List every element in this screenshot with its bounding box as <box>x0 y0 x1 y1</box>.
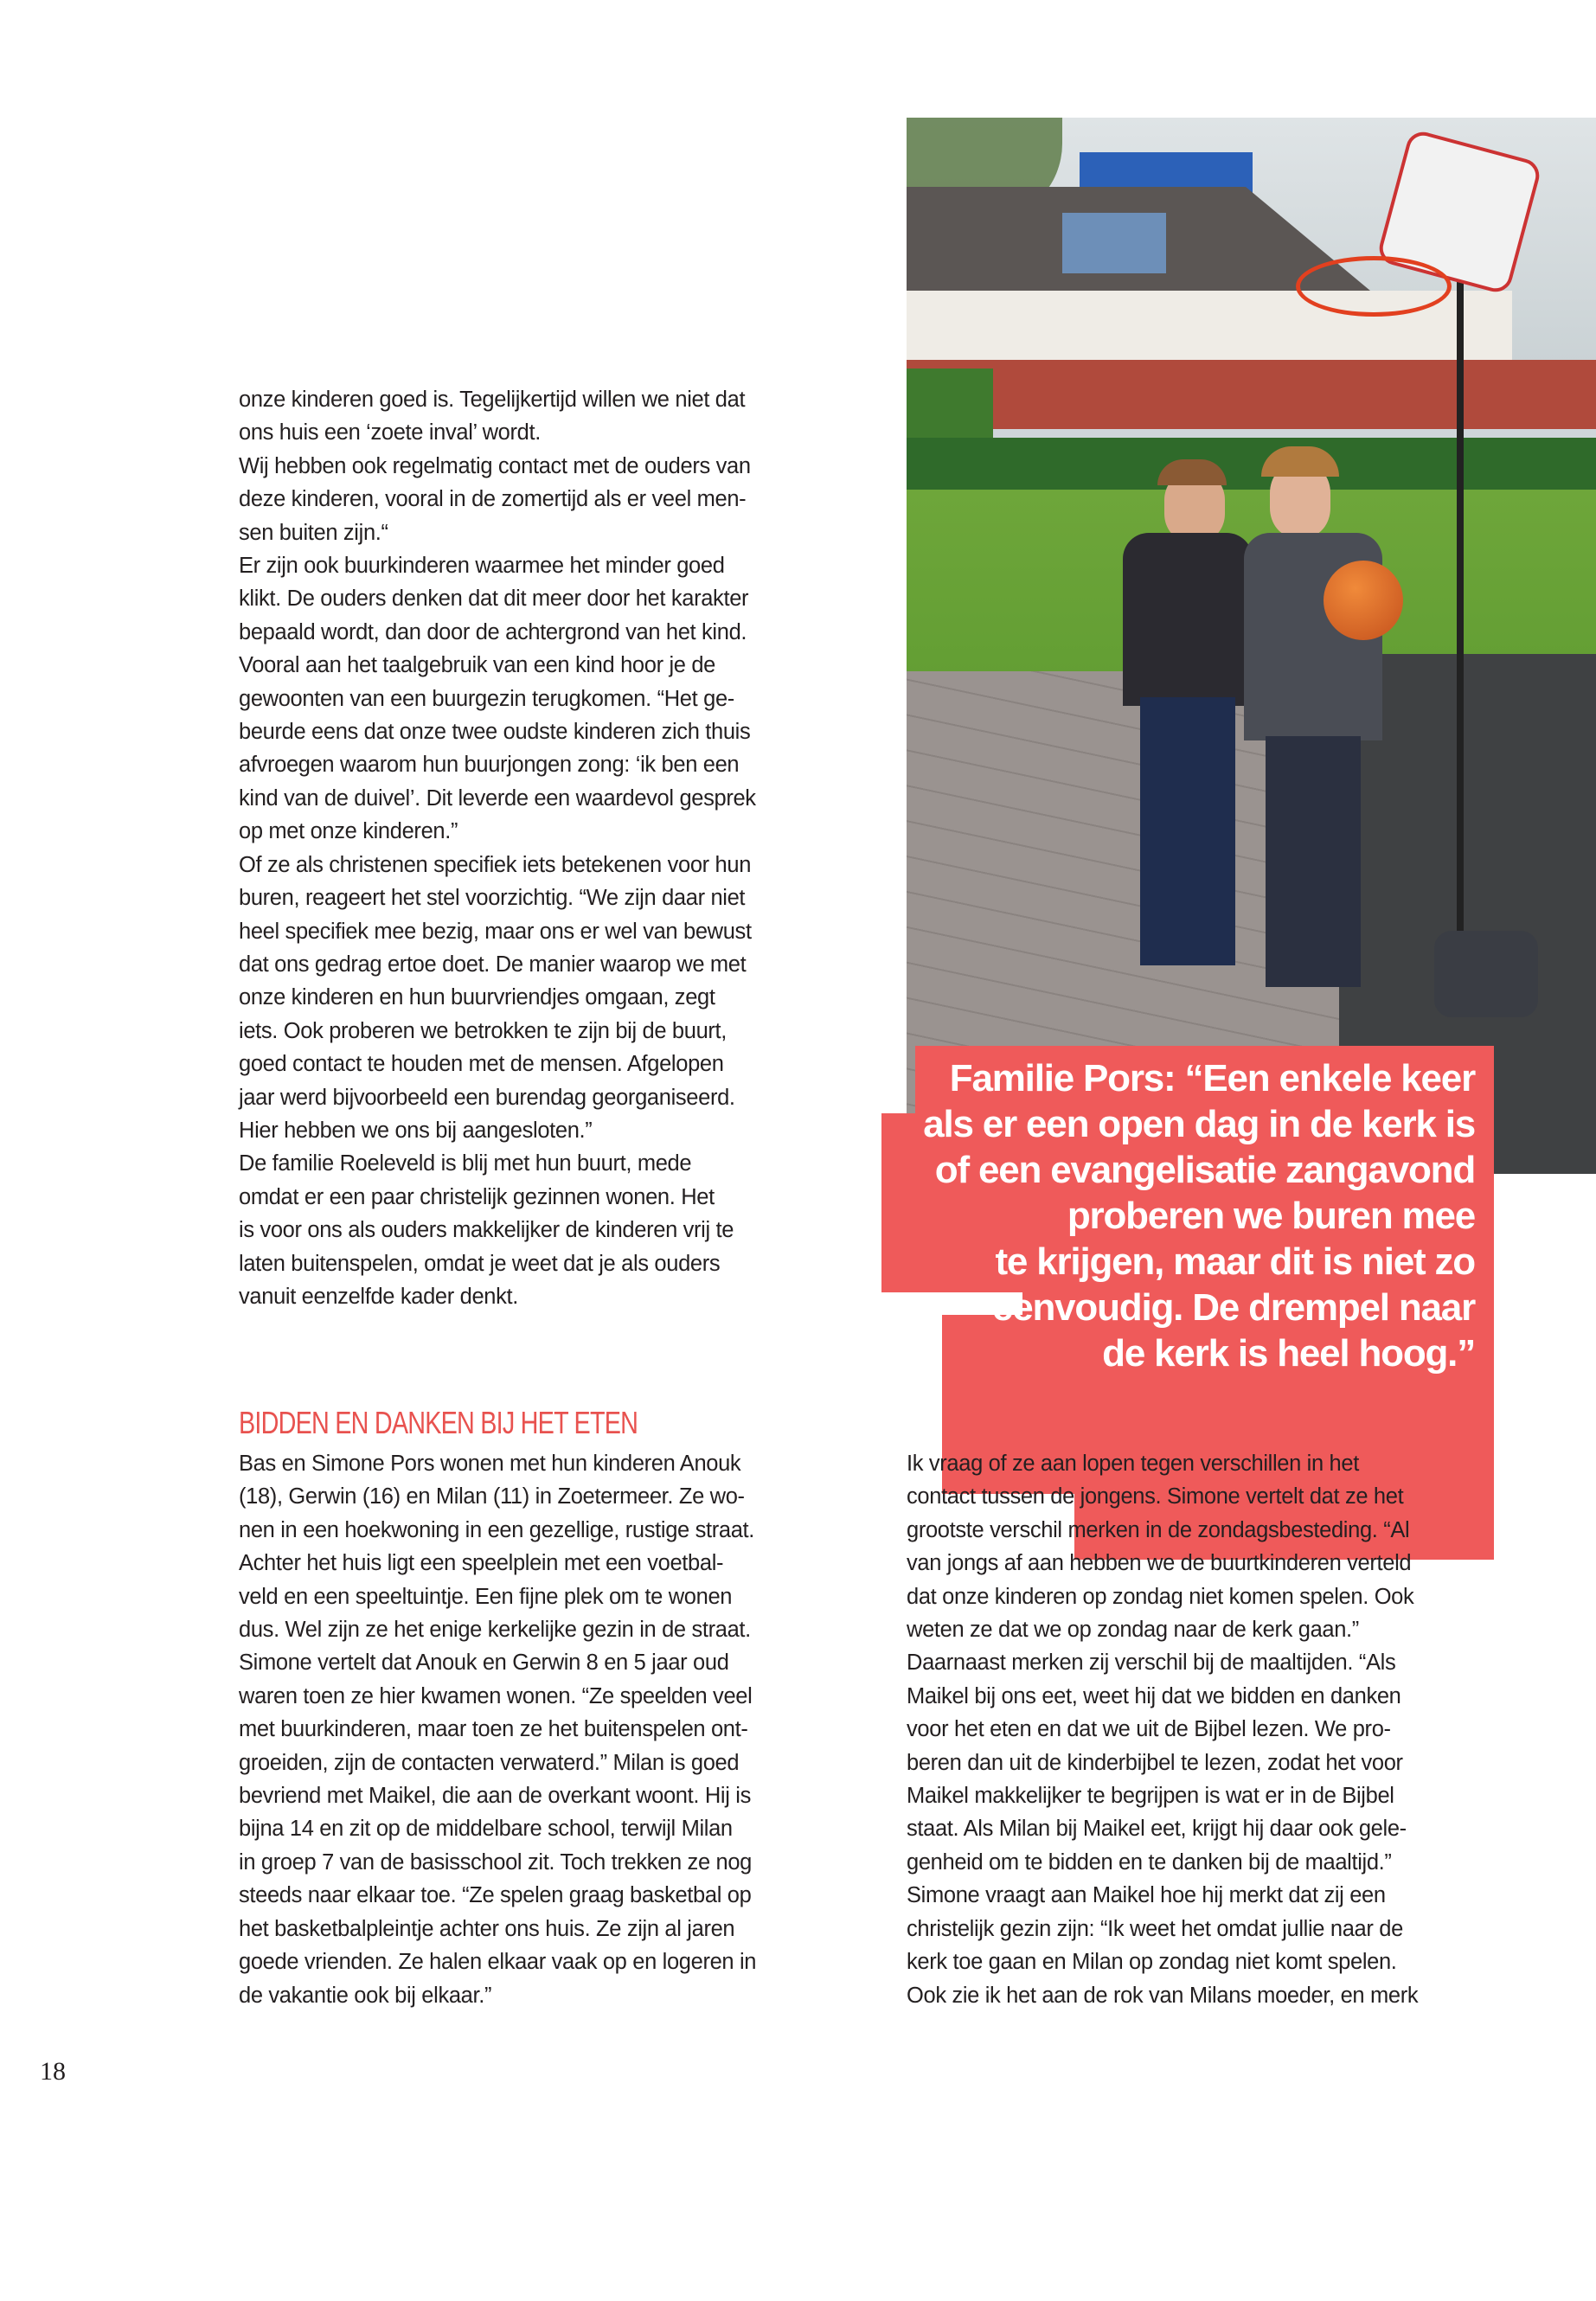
text-line: groeiden, zijn de contacten verwaterd.” Milan is goed <box>239 1750 740 1775</box>
text-line: is voor ons als ouders makkelijker de kinderen vrij te <box>239 1218 734 1243</box>
text-line: klikt. De ouders denken dat dit meer door het karakter <box>239 586 749 612</box>
text-line: in groep 7 van de basisschool zit. Toch trekken ze nog <box>239 1849 753 1875</box>
page-number: 18 <box>40 2057 66 2086</box>
quote-line: te krijgen, maar dit is niet zo <box>995 1240 1475 1283</box>
text-line: goede vrienden. Ze halen elkaar vaak op en logeren in <box>239 1950 757 1975</box>
text-line: Hier hebben we ons bij aangesloten.” <box>239 1118 593 1143</box>
text-line: bijna 14 en zit op de middelbare school, terwijl Milan <box>239 1817 733 1842</box>
quote-line: proberen we buren mee <box>1067 1195 1475 1237</box>
text-line: bevriend met Maikel, die aan de overkant woont. Hij is <box>239 1784 751 1809</box>
text-line: Bas en Simone Pors wonen met hun kinderen Anouk <box>239 1452 741 1476</box>
text-line: grootste verschil merken in de zondagsbesteding. “Al <box>907 1517 1410 1542</box>
text-line: genheid om te bidden en te danken bij de maaltijd.” <box>907 1849 1392 1875</box>
text-line: heel specifiek mee bezig, maar ons er wel van bewust <box>239 919 752 944</box>
text-line: Achter het huis ligt een speelplein met een voetbal- <box>239 1551 724 1576</box>
text-line: Of ze als christenen specifiek iets betekenen voor hun <box>239 852 752 877</box>
text-line: waren toen ze hier kwamen wonen. “Ze speelden veel <box>239 1683 753 1708</box>
text-line: ons huis een ‘zoete inval’ wordt. <box>239 420 541 445</box>
text-line: op met onze kinderen.” <box>239 819 458 844</box>
article-column-bottom-left <box>239 1447 844 2012</box>
text-line: iets. Ook proberen we betrokken te zijn bij de buurt, <box>239 1018 727 1043</box>
text-line: Vooral aan het taalgebruik van een kind hoor je de <box>239 653 715 678</box>
text-line: beren dan uit de kinderbijbel te lezen, zodat het voor <box>907 1750 1403 1775</box>
text-line: Maikel makkelijker te begrijpen is wat er in de Bijbel <box>907 1784 1394 1809</box>
text-line: kerk toe gaan en Milan op zondag niet komt spelen. <box>907 1950 1397 1975</box>
text-line: Er zijn ook buurkinderen waarmee het minder goed <box>239 554 725 579</box>
quote-line: Familie Pors: “Een enkele keer <box>949 1057 1475 1099</box>
article-column-top-left <box>239 383 844 1313</box>
text-line: weten ze dat we op zondag naar de kerk gaan.” <box>907 1618 1359 1643</box>
text-line: contact tussen de jongens. Simone vertelt dat ze het <box>907 1484 1404 1509</box>
text-line: omdat er een paar christelijk gezinnen wonen. Het <box>239 1184 715 1209</box>
text-line: beurde eens dat onze twee oudste kinderen zich thuis <box>239 720 751 745</box>
text-line: onze kinderen goed is. Tegelijkertijd willen we niet dat <box>239 388 746 412</box>
text-line: dat ons gedrag ertoe doet. De manier waarop we met <box>239 952 747 977</box>
quote-line: de kerk is heel hoog.” <box>1102 1332 1475 1375</box>
quote-line: of een evangelisatie zangavond <box>934 1149 1475 1191</box>
article-column-bottom-right <box>907 1447 1512 2012</box>
text-line: Simone vertelt dat Anouk en Gerwin 8 en 5 jaar oud <box>239 1650 729 1676</box>
text-line: Ik vraag of ze aan lopen tegen verschillen in het <box>907 1452 1359 1476</box>
text-line: Simone vraagt aan Maikel hoe hij merkt dat zij een <box>907 1883 1386 1908</box>
text-line: steeds naar elkaar toe. “Ze spelen graag basketbal op <box>239 1883 752 1908</box>
text-line: sen buiten zijn.“ <box>239 520 388 545</box>
text-line: dat onze kinderen op zondag niet komen spelen. Ook <box>907 1584 1414 1609</box>
text-line: De familie Roeleveld is blij met hun buurt, mede <box>239 1151 692 1176</box>
text-line: van jongs af aan hebben we de buurtkinderen verteld <box>907 1551 1412 1576</box>
text-line: deze kinderen, vooral in de zomertijd als er veel men- <box>239 487 747 512</box>
text-line: goed contact te houden met de mensen. Afgelopen <box>239 1052 724 1077</box>
quote-line: als er een open dag in de kerk is <box>923 1103 1475 1145</box>
text-line: gewoonten van een buurgezin terugkomen. “Het ge- <box>239 686 734 711</box>
text-line: Maikel bij ons eet, weet hij dat we bidden en danken <box>907 1683 1401 1708</box>
section-heading: BIDDEN EN DANKEN BIJ HET ETEN <box>239 1405 638 1440</box>
text-line: buren, reageert het stel voorzichtig. “We zijn daar niet <box>239 886 746 911</box>
text-line: nen in een hoekwoning in een gezellige, rustige straat. <box>239 1517 755 1542</box>
text-line: christelijk gezin zijn: “Ik weet het omdat jullie naar de <box>907 1916 1403 1941</box>
text-line: bepaald wordt, dan door de achtergrond van het kind. <box>239 619 747 644</box>
text-line: kind van de duivel’. Dit leverde een waardevol gesprek <box>239 785 756 811</box>
text-line: het basketbalpleintje achter ons huis. Ze zijn al jaren <box>239 1916 735 1941</box>
text-line: de vakantie ook bij elkaar.” <box>239 1983 492 2008</box>
text-line: staat. Als Milan bij Maikel eet, krijgt hij daar ook gele- <box>907 1817 1407 1842</box>
text-line: laten buitenspelen, omdat je weet dat je als ouders <box>239 1251 721 1276</box>
quote-line: eenvoudig. De drempel naar <box>991 1286 1475 1329</box>
text-line: met buurkinderen, maar toen ze het buitenspelen ont- <box>239 1717 748 1742</box>
text-line: (18), Gerwin (16) en Milan (11) in Zoetermeer. Ze wo- <box>239 1484 745 1509</box>
text-line: Daarnaast merken zij verschil bij de maaltijden. “Als <box>907 1650 1396 1676</box>
photo-boys-with-basketball <box>907 118 1596 1174</box>
text-line: afvroegen waarom hun buurjongen zong: ‘ik ben een <box>239 753 740 778</box>
text-line: dus. Wel zijn ze het enige kerkelijke gezin in de straat. <box>239 1618 751 1643</box>
text-line: veld en een speeltuintje. Een fijne plek om te wonen <box>239 1584 733 1609</box>
text-line: jaar werd bijvoorbeeld een burendag georganiseerd. <box>239 1085 735 1110</box>
text-line: Ook zie ik het aan de rok van Milans moeder, en merk <box>907 1983 1419 2008</box>
text-line: onze kinderen en hun buurvriendjes omgaan, zegt <box>239 985 715 1010</box>
text-line: voor het eten en dat we uit de Bijbel lezen. We pro- <box>907 1717 1391 1742</box>
text-line: vanuit eenzelfde kader denkt. <box>239 1284 518 1309</box>
text-line: Wij hebben ook regelmatig contact met de ouders van <box>239 453 751 478</box>
